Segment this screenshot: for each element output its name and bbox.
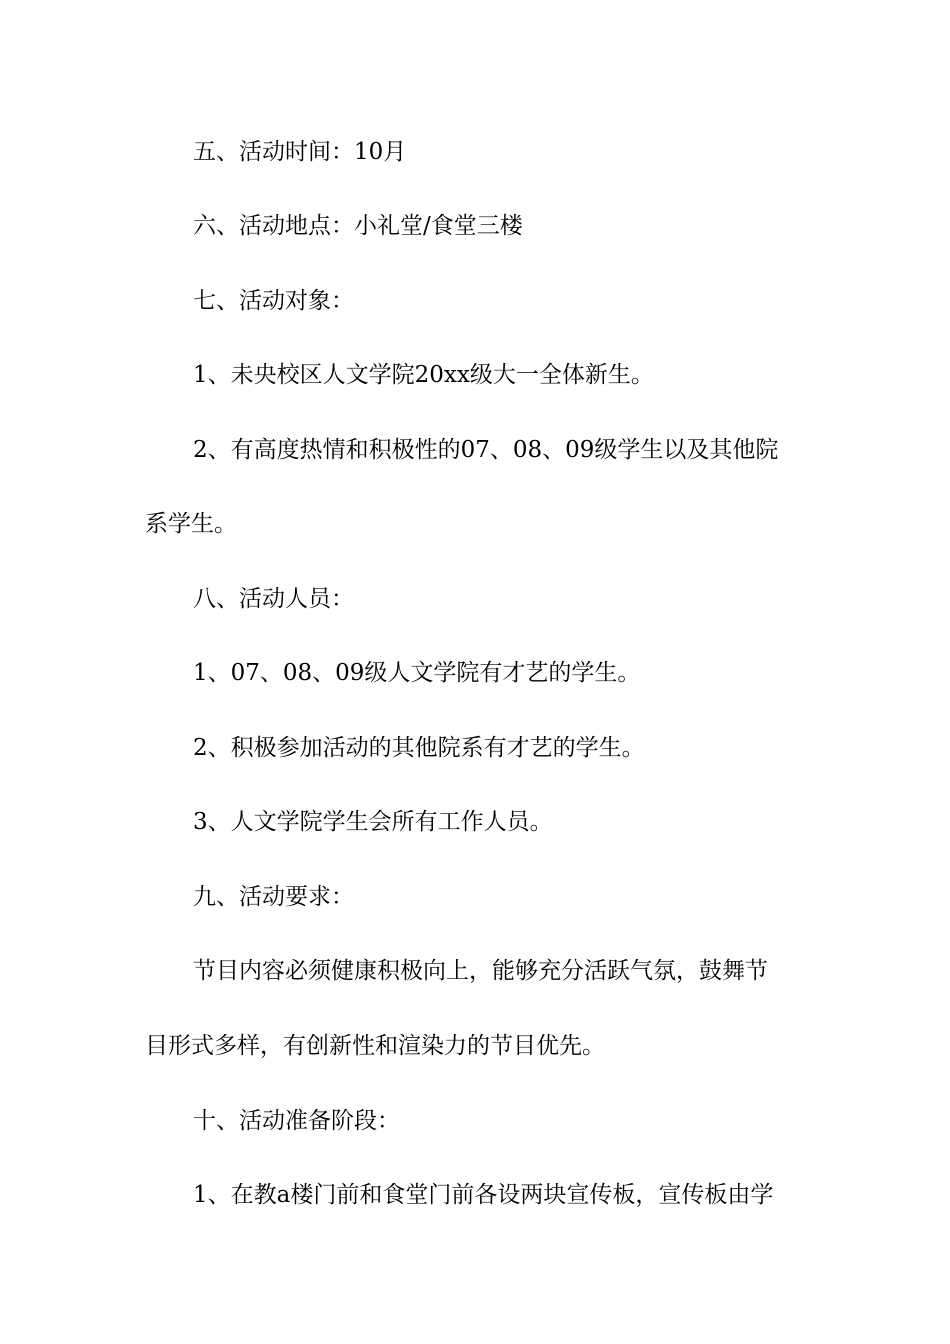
section-5-time: 五、活动时间：10月 xyxy=(193,139,407,165)
section-10-heading: 十、活动准备阶段： xyxy=(193,1108,400,1134)
section-10-item-1: 1、在教a楼门前和食堂门前各设两块宣传板，宣传板由学 xyxy=(193,1182,774,1208)
section-8-item-2: 2、积极参加活动的其他院系有才艺的学生。 xyxy=(193,735,645,761)
section-9-body-continued: 目形式多样，有创新性和渲染力的节目优先。 xyxy=(145,1033,605,1059)
section-6-location: 六、活动地点：小礼堂/食堂三楼 xyxy=(193,213,523,239)
section-9-heading: 九、活动要求： xyxy=(193,884,354,910)
section-7-item-2: 2、有高度热情和积极性的07、08、09级学生以及其他院 xyxy=(193,437,779,463)
section-9-body: 节目内容必须健康积极向上，能够充分活跃气氛，鼓舞节 xyxy=(193,958,768,984)
section-7-item-2-continued: 系学生。 xyxy=(145,511,237,537)
section-8-heading: 八、活动人员： xyxy=(193,586,354,612)
section-7-heading: 七、活动对象： xyxy=(193,288,354,314)
section-8-item-1: 1、07、08、09级人文学院有才艺的学生。 xyxy=(193,660,641,686)
section-8-item-3: 3、人文学院学生会所有工作人员。 xyxy=(193,809,553,835)
section-7-item-1: 1、未央校区人文学院20xx级大一全体新生。 xyxy=(193,362,654,388)
